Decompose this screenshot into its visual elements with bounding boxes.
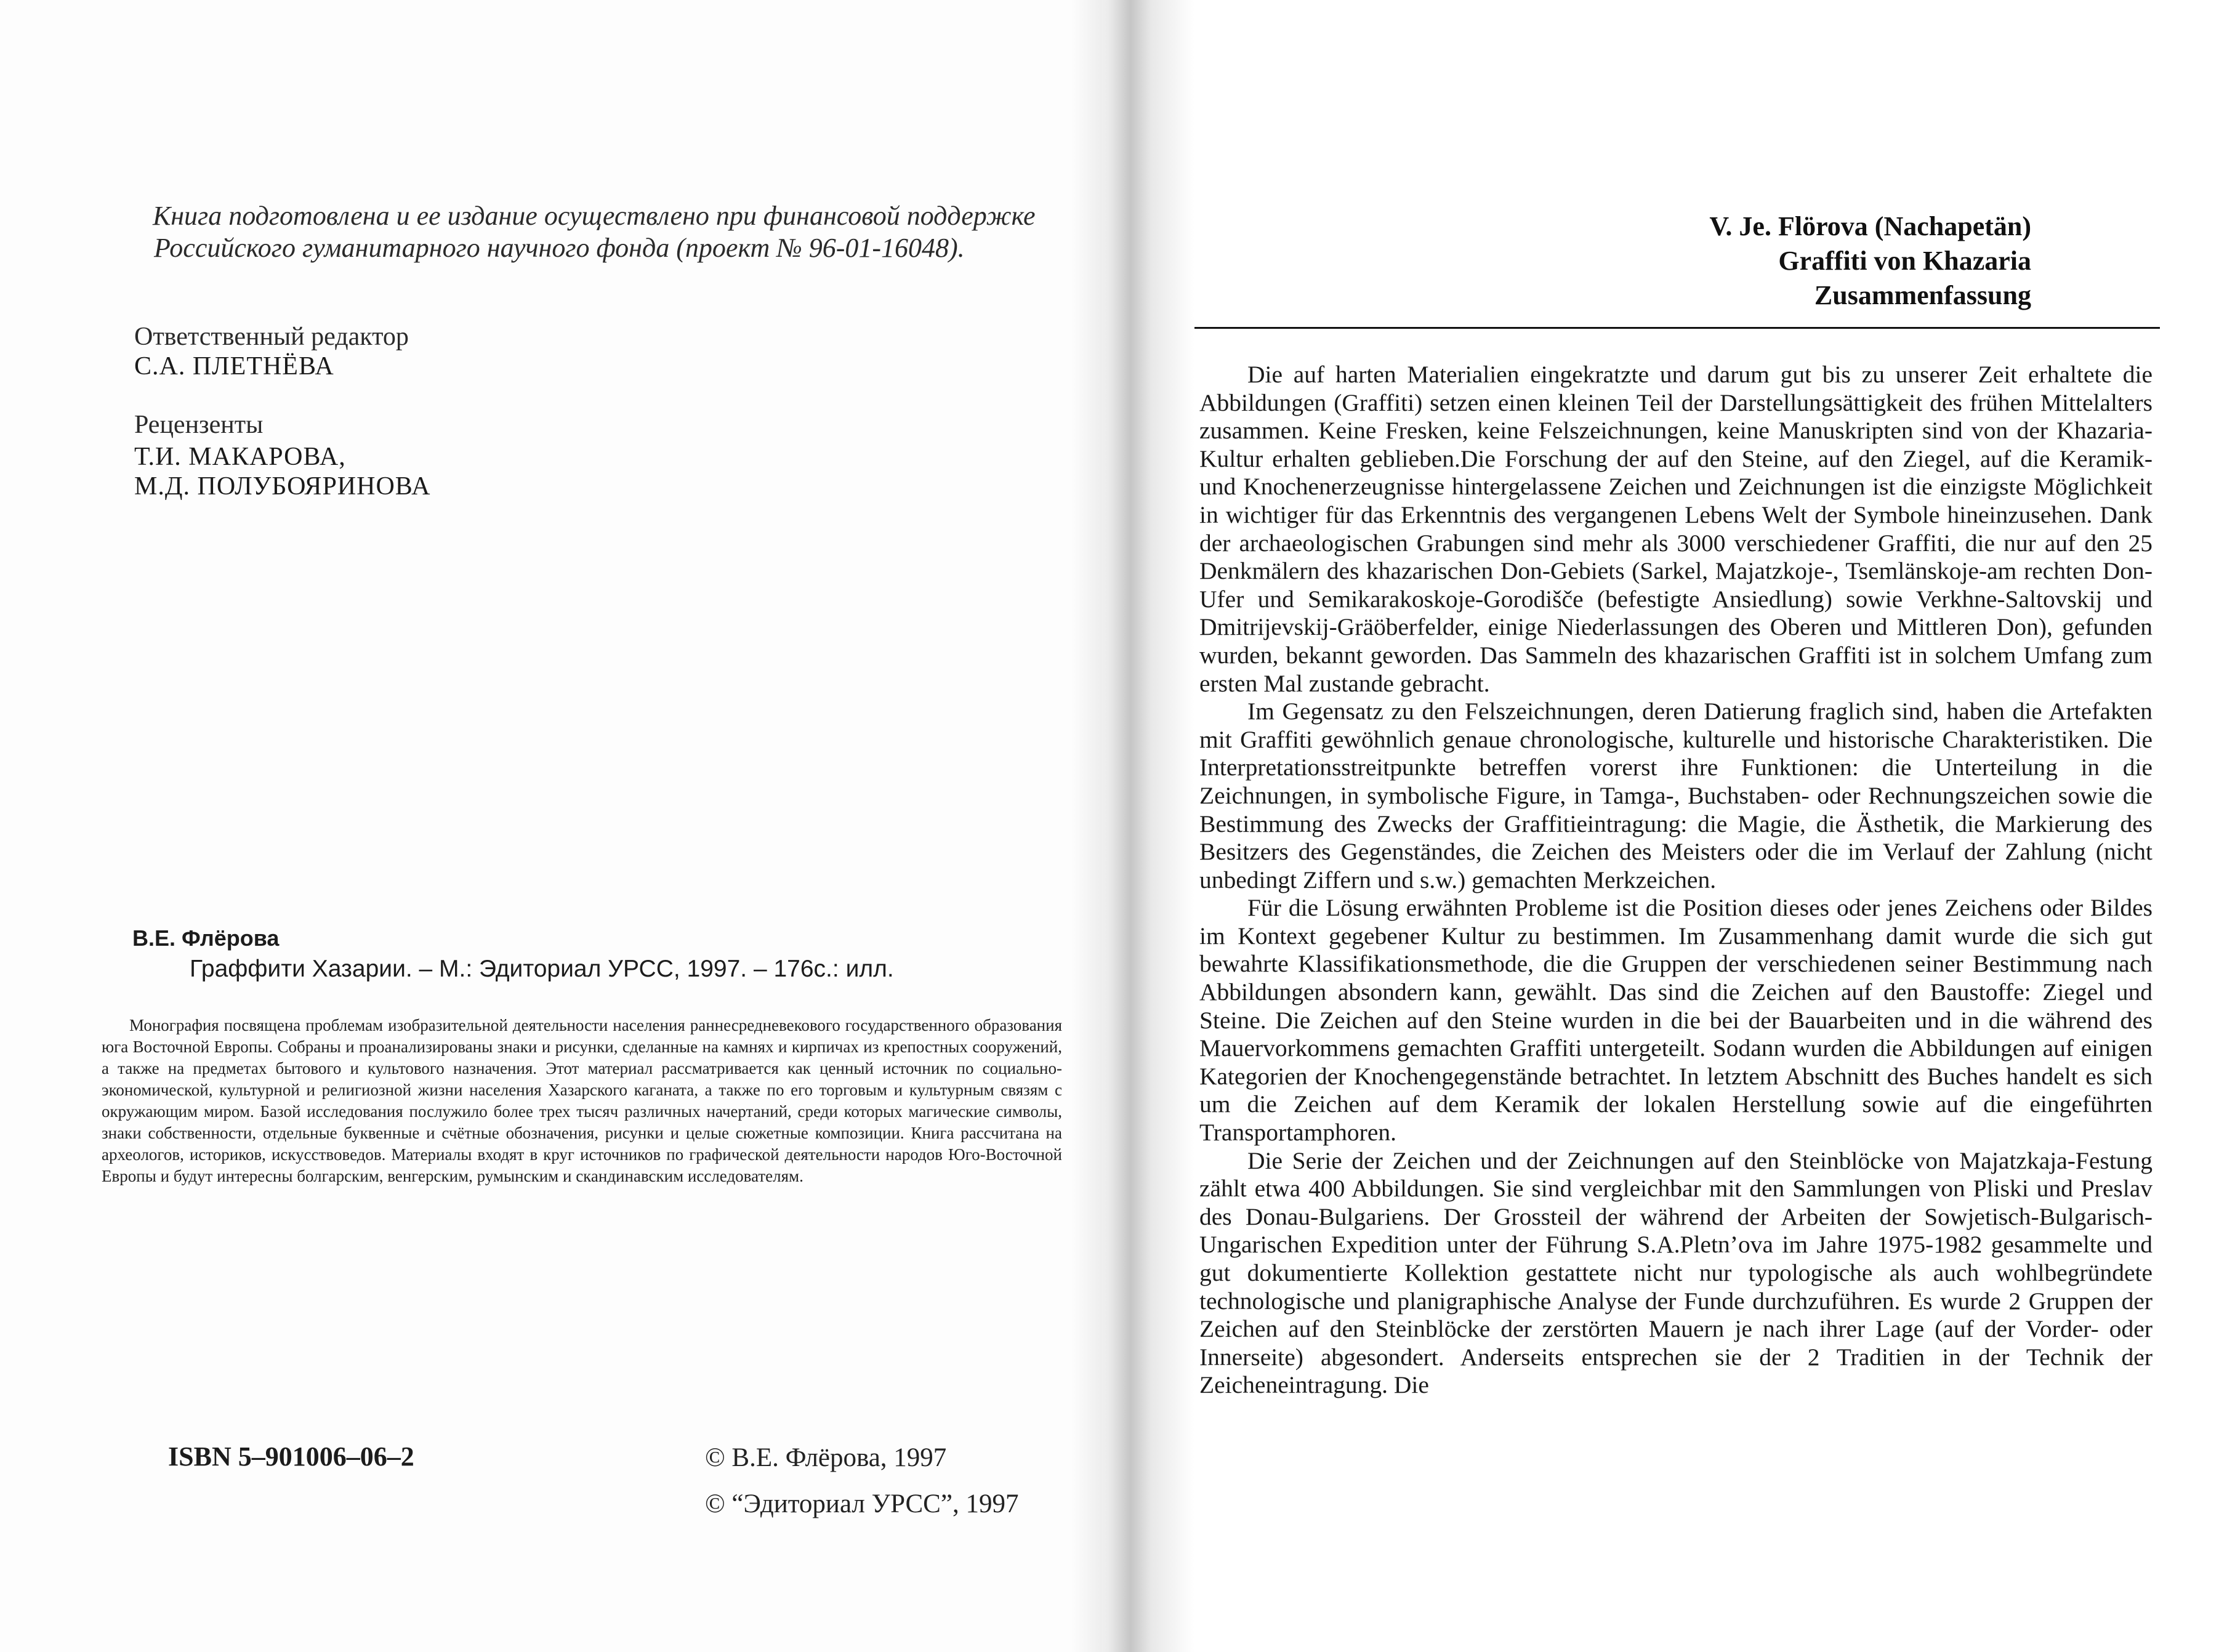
funding-note-line1: Книга подготовлена и ее издание осуществлено при финансовой поддержке	[153, 201, 1036, 231]
left-page	[0, 0, 1102, 1652]
book-gutter	[1071, 0, 1194, 1652]
copyright-publisher: © “Эдиториал УРСС”, 1997	[705, 1489, 1019, 1518]
reviewer-1: Т.И. МАКАРОВА,	[134, 443, 346, 471]
bibliography-title: Граффити Хазарии. – М.: Эдиториал УРСС, 1997. – 176с.: илл.	[190, 956, 894, 982]
funding-note	[153, 200, 1076, 264]
summary-heading	[1709, 209, 2031, 313]
summary-author: V. Je. Flörova (Nachapetän)	[1709, 211, 2031, 241]
funding-note-line2: Российского гуманитарного научного фонда (проект № 96-01-16048).	[154, 233, 965, 263]
reviewer-2: М.Д. ПОЛУБОЯРИНОВА	[134, 472, 431, 501]
summary-body	[1199, 361, 2152, 1400]
editor-label: Ответственный редактор	[134, 323, 409, 351]
bibliography-author: В.Е. Флёрова	[132, 925, 280, 951]
abstract: Монография посвящена проблемам изобразительной деятельности населения раннесредневекового государственного образования юга Восточной Европы. Собраны и проанализированы знаки и рисунки, сделанные на камнях и кирпичах из крепостных сооружений, а также на предметах бытового и культового назначения. Этот материал рассматривается как ценный источник по социально-экономической, культурной и религиозной жизни населения Хазарского каганата, а также по его торговым и культурным связям с окружающим миром. Базой исследования послужило более трех тысяч различных начертаний, среди которых магические символы, знаки собственности, отдельные буквенные и счётные обозначения, рисунки и целые сюжетные композиции. Книга рассчитана на археологов, историков, искусствоведов. Материалы входят в круг источников по графической деятельности народов Юго-Восточной Европы и будут интересны болгарским, венгерским, румынским и скандинавским исследователям.	[102, 1016, 1062, 1185]
summary-paragraph-1: Die auf harten Materialien eingekratzte und darum gut bis zu unserer Zeit erhaltete die Abbildungen (Graffiti) setzen einen kleinen Teil der Darstellungsättigkeit des frühen Mittelalters zusammen. Keine Fresken, keine Felszeichnungen, keine Manuskripten sind von der Khazaria-Kultur erhalten geblieben.Die Forschung der auf den Steine, auf den Ziegel, auf die Keramik- und Knochenerzeugnisse hintergelassene Zeichen und Zeichnungen ist die einzigste Möglichkeit in wichtiger für das Erkenntnis des vergangenen Lebens Welt der Symbole hineinzusehen. Dank der archaeologischen Grabungen sind mehr als 3000 verschiedener Graffiti, die nur auf den 25 Denkmälern des khazarischen Don-Gebiets (Sarkel, Majatzkoje-, Tsemlänskoje-am rechten Don-Ufer und Semikarakoskoje-Gorodišče (befestigte Ansiedlung) sowie Verkhne-Saltovskij und Dmitrijevskij-Gräöberfelder, einige Niederlassungen des Oberen und Mittleren Don), gefunden wurden, bekannt geworden. Das Sammeln des khazarischen Graffiti ist in solchem Umfang zum ersten Mal zustande gebracht.	[1199, 361, 2152, 697]
editor-name: С.А. ПЛЕТНЁВА	[134, 352, 334, 381]
reviewers-label: Рецензенты	[134, 411, 264, 439]
summary-paragraph-3: Für die Lösung erwähnten Probleme ist die Position dieses oder jenes Zeichens oder Bildes im Kontext gegebener Kultur zu bestimmen. Im Zusammenhang damit wurde die sich gut bewahrte Klassifikationsmethode, die die Gruppen der verschiedenen seiner Bestimmung nach Abbildungen absondern kann, gewählt. Das sind die Zeichen auf den Baustoffe: Ziegel und Steine. Die Zeichen auf den Steine wurden in die bei der Bauarbeiten und in die während des Mauervorkommens gemachten Graffiti untergeteilt. Sodann wurden die Abbildungen auf einigen Kategorien der Knochengegenstände betrachtet. In letztem Abschnitt des Buches handelt es sich um die Zeichen auf dem Keramik der lokalen Herstellung sowie auf die eingeführten Transportamphoren.	[1199, 894, 2152, 1146]
summary-paragraph-4: Die Serie der Zeichen und der Zeichnungen auf den Steinblöcke von Majatzkaja-Festung zählt etwa 400 Abbildungen. Sie sind vergleichbar mit den Sammlungen von Pliski und Preslav des Donau-Bulgariens. Der Grossteil der während der Arbeiten der Sowjetisch-Bulgarisch-Ungarischen Expedition unter der Führung S.A.Pletn’ova im Jahre 1975-1982 gesammelte und gut dokumentierte Kollektion gestattete nicht nur typologische als auch wohlbegründete technologische und planigraphische Analyse der Funde durchzuführen. Es wurde 2 Gruppen der Zeichen auf den Steinblöcke der zerstörten Mauern je nach ihrer Lage (auf der Vorder- oder Innerseite) abgesondert. Anderseits entsprechen sie der 2 Traditien in der Technik der Zeicheneintragung. Die	[1199, 1146, 2152, 1399]
summary-paragraph-2: Im Gegensatz zu den Felszeichnungen, deren Datierung fraglich sind, haben die Artefakten mit Graffiti gewöhnlich genaue chronologische, kulturelle und historische Charakteristiken. Die Interpretationsstreitpunkte betreffen vorerst ihre Funktionen: die Unterteilung in die Zeichnungen, in symbolische Figure, in Tamga-, Buchstaben- oder Rechnungszeichen sowie die Bestimmung des Zwecks der Graffitieintragung: die Magie, die Ästhetik, die Markierung des Besitzers des Gegenständes, die Zeichen des Meisters oder die im Verlauf der Zahlung (nicht unbedingt Ziffern und s.w.) gemachten Merkzeichen.	[1199, 698, 2152, 893]
isbn: ISBN 5–901006–06–2	[168, 1441, 414, 1472]
summary-subtitle: Zusammenfassung	[1814, 280, 2031, 310]
summary-title: Graffiti von Khazaria	[1778, 246, 2031, 276]
copyright-author: © В.Е. Флёрова, 1997	[705, 1443, 947, 1472]
heading-rule	[1194, 327, 2160, 329]
